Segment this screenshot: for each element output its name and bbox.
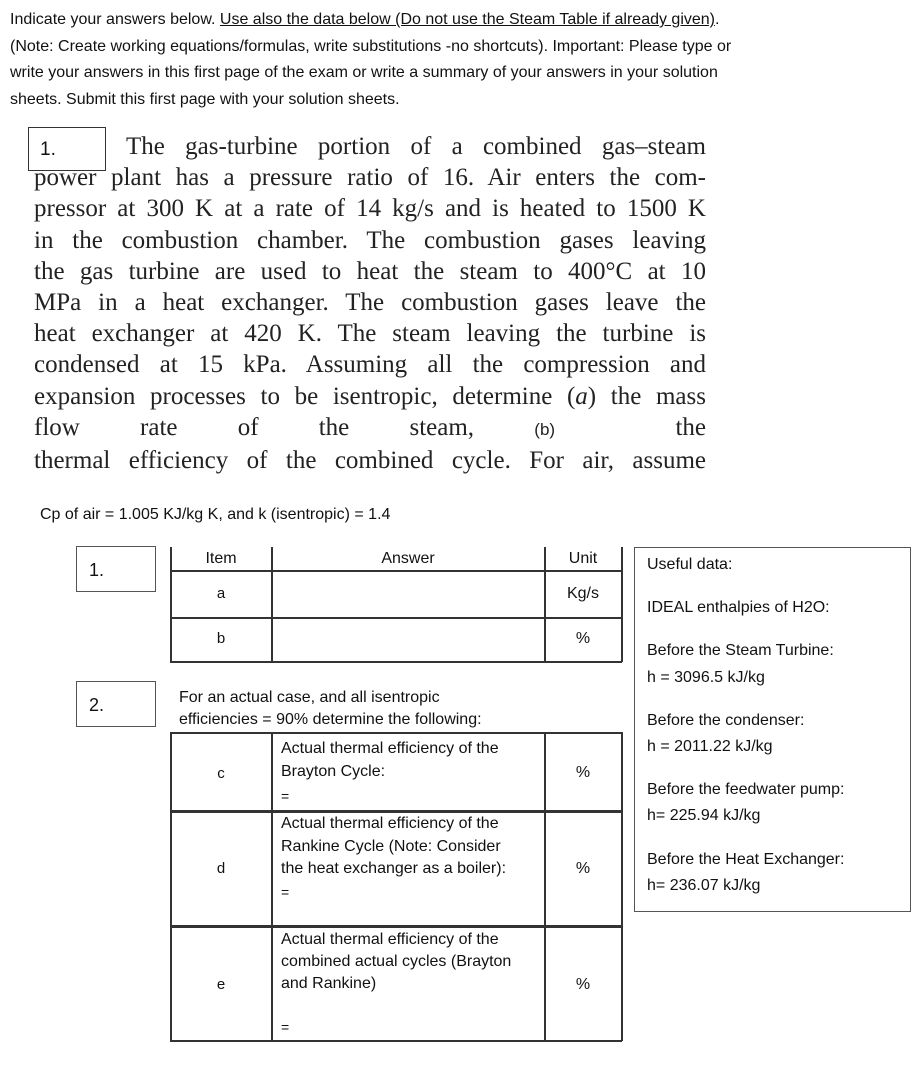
row-e-desc-3: and Rankine) xyxy=(281,975,377,992)
problem-line-4: in the combustion chamber. The combustion gases leaving xyxy=(34,226,706,254)
row-d-item: d xyxy=(216,860,226,877)
row-d-unit: % xyxy=(575,860,591,877)
table2-intro-line-1: For an actual case, and all isentropic xyxy=(179,689,440,706)
cp-of-air-line: Cp of air = 1.005 KJ/kg K, and k (isentropic) = 1.4 xyxy=(40,506,391,523)
header-answer: Answer xyxy=(381,550,435,567)
answer-b-field[interactable] xyxy=(280,626,535,652)
problem-line-7: heat exchanger at 420 K. The steam leaving the turbine is xyxy=(34,320,706,348)
row-e-unit: % xyxy=(575,976,591,993)
instructions xyxy=(10,7,810,113)
problem-line-3: pressor at 300 K at a rate of 14 kg/s and is heated to 1500 K xyxy=(34,195,706,223)
instructions-line-3: write your answers in this first page of the exam or write a summary of your answers in your solution xyxy=(10,64,718,81)
problem-line-10: flow rate of the steam, (b) the xyxy=(34,413,707,441)
problem-statement xyxy=(34,131,706,476)
problem-line-5: the gas turbine are used to heat the steam to 400°C at 10 xyxy=(34,257,706,285)
row-e-desc-2: combined actual cycles (Brayton xyxy=(281,953,512,970)
useful-data-label-1: Before the Steam Turbine: xyxy=(647,642,834,659)
row-e-item: e xyxy=(216,976,226,993)
row-c-desc-2: Brayton Cycle: xyxy=(281,763,386,780)
useful-data-value-1: h = 3096.5 kJ/kg xyxy=(647,669,765,686)
instructions-line-2: (Note: Create working equations/formulas, write substitutions -no shortcuts). Important: Please type or xyxy=(10,37,732,55)
instructions-line-1: Indicate your answers below. Use also the data below (Do not use the Steam Table if already given). xyxy=(10,11,720,28)
row-d-desc-3: the heat exchanger as a boiler): xyxy=(281,860,507,877)
row-b-unit: % xyxy=(575,630,591,647)
row-a-item: a xyxy=(216,585,226,602)
row-c-desc-1: Actual thermal efficiency of the xyxy=(281,740,499,757)
problem-line-9: expansion processes to be isentropic, determine (a) the mass xyxy=(34,382,706,410)
useful-data-value-2: h = 2011.22 kJ/kg xyxy=(647,738,773,755)
problem-line-2: power plant has a pressure ratio of 16. Air enters the com- xyxy=(34,164,706,192)
row-d-desc-2: Rankine Cycle (Note: Consider xyxy=(281,838,501,855)
answer-a-field[interactable] xyxy=(280,583,535,609)
problem-number-box: 1. xyxy=(28,127,106,171)
useful-data-label-3: Before the feedwater pump: xyxy=(647,781,845,798)
instructions-underlined: Use also the data below (Do not use the Steam Table if already given) xyxy=(219,11,716,28)
problem-line-6: MPa in a heat exchanger. The combustion gases leave the xyxy=(34,289,706,317)
row-d-desc-1: Actual thermal efficiency of the xyxy=(281,815,499,832)
useful-data-value-4: h= 236.07 kJ/kg xyxy=(647,877,761,894)
table1-number-box: 1. xyxy=(76,546,156,592)
table2-intro-line-2: efficiencies = 90% determine the following: xyxy=(179,711,482,728)
problem-line-11: thermal efficiency of the combined cycle. For air, assume xyxy=(34,447,706,475)
header-item: Item xyxy=(205,550,237,567)
answer-d-field[interactable]: = xyxy=(281,884,290,900)
row-e-desc-1: Actual thermal efficiency of the xyxy=(281,931,499,948)
useful-data-label-4: Before the Heat Exchanger: xyxy=(647,851,845,868)
useful-data-subtitle: IDEAL enthalpies of H2O: xyxy=(647,599,830,616)
row-c-unit: % xyxy=(575,764,591,781)
row-b-item: b xyxy=(216,630,226,647)
row-a-unit: Kg/s xyxy=(566,585,599,602)
row-c-item: c xyxy=(217,765,225,782)
useful-data-value-3: h= 225.94 kJ/kg xyxy=(647,807,761,824)
problem-line-1: The gas-turbine portion of a combined gas–steam xyxy=(126,133,706,160)
header-unit: Unit xyxy=(568,550,598,567)
answer-c-field[interactable]: = xyxy=(281,788,290,804)
instructions-line-4: sheets. Submit this first page with your solution sheets. xyxy=(10,90,400,108)
useful-data-label-2: Before the condenser: xyxy=(647,712,805,729)
table2-number-box: 2. xyxy=(76,681,156,727)
problem-line-8: condensed at 15 kPa. Assuming all the compression and xyxy=(34,351,706,379)
answer-e-field[interactable]: = xyxy=(281,1019,290,1035)
useful-data-title: Useful data: xyxy=(647,556,733,573)
